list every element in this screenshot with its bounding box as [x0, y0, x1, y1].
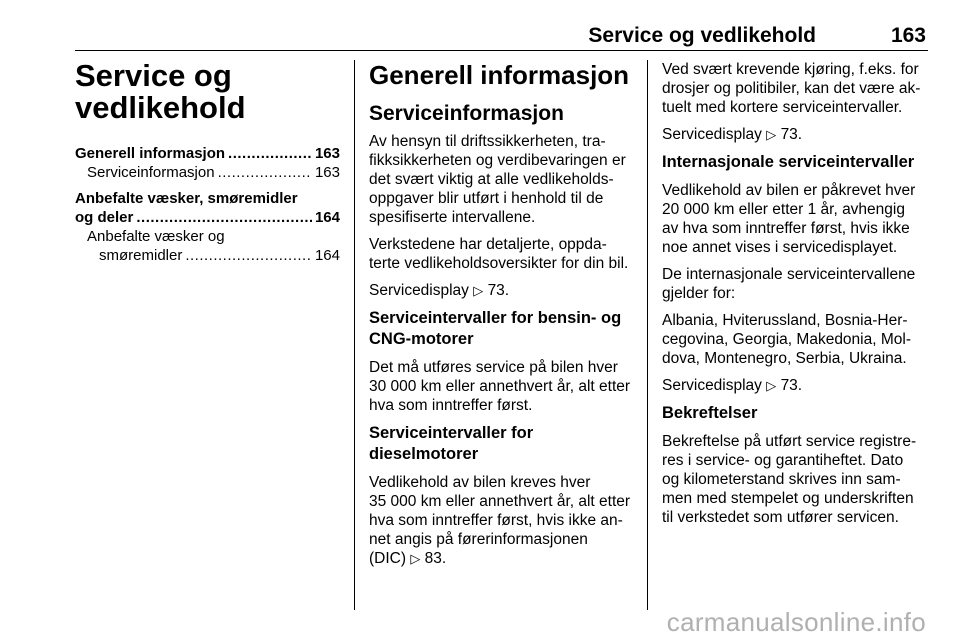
- subsection-title: Serviceinformasjon: [369, 102, 564, 125]
- column-divider: [354, 60, 355, 610]
- toc-entry[interactable]: smøremidler ..... 164: [75, 246, 340, 265]
- paragraph: Det må utføres service på bilen hver 30 000 km eller annethvert år, alt etter hva som inntreffer først.: [369, 359, 631, 414]
- toc-entry[interactable]: Generell informasjon ..... 163: [75, 144, 340, 163]
- heading-diesel-intervals: Serviceintervaller for dieselmotorer: [369, 424, 534, 463]
- reference-arrow-icon: ▷: [766, 127, 777, 142]
- heading-international-intervals: Internasjonale serviceintervaller: [662, 153, 915, 171]
- heading-confirmations: Bekreftelser: [662, 404, 758, 422]
- watermark: carmanualsonline.info: [666, 607, 926, 637]
- content-column-3: [662, 60, 928, 535]
- toc-entry[interactable]: Serviceinformasjon ..... 163: [75, 163, 340, 182]
- paragraph: Vedlikehold av bilen er påkrevet hver 20 000 km eller etter 1 år, avhengig av hva som inntreffer først, hvis ikke noe annet vises i servicedisplayet.: [662, 182, 916, 256]
- paragraph: De internasjonale serviceintervallene gjelder for:: [662, 266, 916, 302]
- toc-column: [75, 60, 340, 272]
- reference-arrow-icon: ▷: [766, 378, 777, 393]
- column-divider: [647, 60, 648, 610]
- paragraph: Ved svært krevende kjøring, f.eks. for drosjer og politibiler, kan det være ak- tuelt med kortere serviceintervaller.: [662, 61, 921, 116]
- toc-entry-line[interactable]: Anbefalte væsker og: [87, 228, 225, 245]
- section-title: Generell informasjon: [369, 60, 630, 90]
- page-header: [75, 24, 928, 51]
- header-page-number: 163: [890, 24, 926, 47]
- reference-arrow-icon: ▷: [410, 551, 421, 566]
- chapter-title: Service og vedlikehold: [75, 58, 246, 125]
- cross-reference[interactable]: Servicedisplay ▷ 73.: [662, 126, 803, 143]
- heading-petrol-intervals: Serviceintervaller for bensin- og CNG-motorer: [369, 309, 622, 348]
- cross-reference[interactable]: Servicedisplay ▷ 73.: [662, 377, 803, 394]
- paragraph: Vedlikehold av bilen kreves hver 35 000 km eller annethvert år, alt etter hva som inntreffer først, hvis ikke an- net angis på førerinformasjonen (DIC) ▷ 83.: [369, 474, 631, 567]
- content-column-2: [369, 60, 633, 576]
- paragraph: Albania, Hviterussland, Bosnia-Her- cegovina, Georgia, Makedonia, Mol- dova, Montenegro, Serbia, Ukraina.: [662, 312, 911, 367]
- paragraph: Verkstedene har detaljerte, oppda- terte vedlikeholdsoversikter for din bil.: [369, 236, 629, 272]
- toc-entry[interactable]: og deler ..... 164: [75, 208, 340, 227]
- reference-arrow-icon: ▷: [473, 283, 484, 298]
- paragraph: Bekreftelse på utført service registre- res i service- og garantiheftet. Dato og kilometerstand skrives inn sam- men med stempelet og underskriften til verkstedet som utfører servicen.: [662, 433, 917, 526]
- paragraph: Av hensyn til driftssikkerheten, tra- fikksikkerheten og verdibevaringen er det svært viktig at alle vedlikeholds- oppgaver blir utført i henhold til de spesifiserte intervallene.: [369, 133, 626, 226]
- header-title: Service og vedlikehold: [588, 24, 816, 47]
- toc-entry-line[interactable]: Anbefalte væsker, smøremidler: [75, 190, 298, 207]
- table-of-contents: [75, 144, 340, 265]
- cross-reference[interactable]: Servicedisplay ▷ 73.: [369, 282, 510, 299]
